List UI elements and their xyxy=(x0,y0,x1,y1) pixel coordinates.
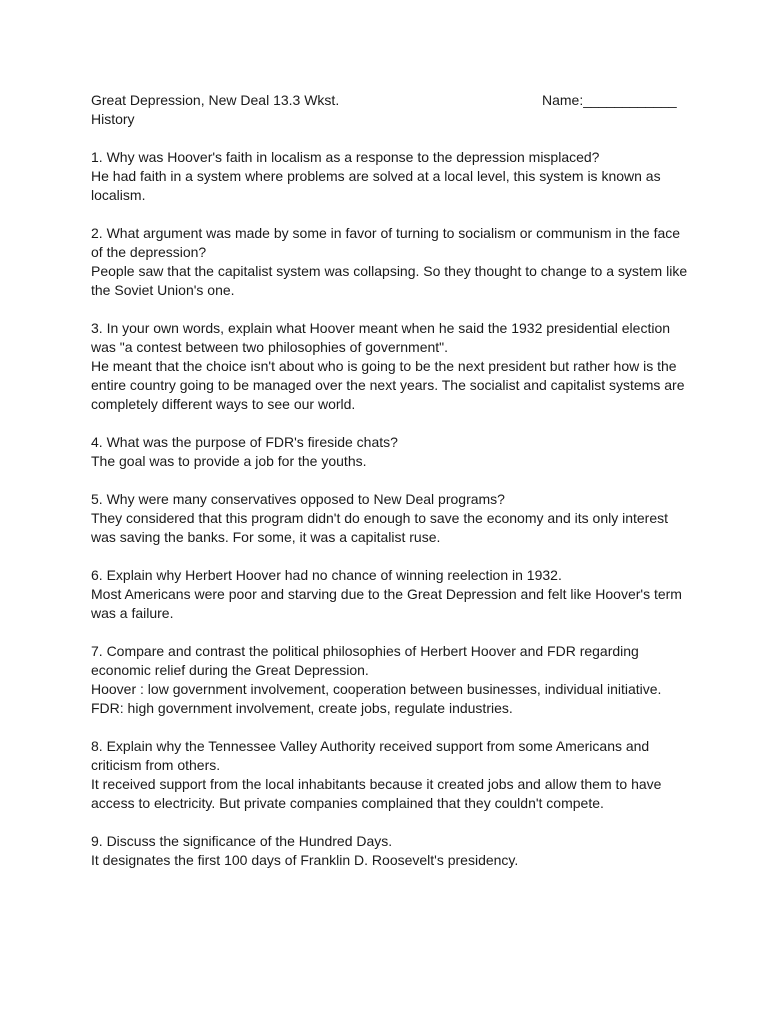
question-text: 4. What was the purpose of FDR's fireside chats? xyxy=(91,434,398,450)
worksheet-title: Great Depression, New Deal 13.3 Wkst. xyxy=(91,92,340,108)
question-block-9 xyxy=(91,832,691,870)
worksheet-header xyxy=(91,91,691,110)
question-block-1 xyxy=(91,148,691,205)
question-block-3 xyxy=(91,319,691,414)
question-block-6 xyxy=(91,566,691,623)
name-field: Name:____________ xyxy=(542,92,677,108)
answer-text: The goal was to provide a job for the youths. xyxy=(91,453,367,469)
answer-text: They considered that this program didn't do enough to save the economy and its only interest was saving the banks. For some, it was a capitalist ruse. xyxy=(91,510,669,545)
answer-text: He meant that the choice isn't about who is going to be the next president but rather how is the entire country going to be managed over the next years. The socialist and capitalist systems are completely different ways to see our world. xyxy=(91,358,685,412)
answer-text: It received support from the local inhabitants because it created jobs and allow them to have access to electricity. But private companies complained that they couldn't compete. xyxy=(91,776,662,811)
worksheet-content xyxy=(91,91,691,889)
question-text: 1. Why was Hoover's faith in localism as a response to the depression misplaced? xyxy=(91,149,600,165)
answer-text: It designates the first 100 days of Franklin D. Roosevelt's presidency. xyxy=(91,852,519,868)
question-block-2 xyxy=(91,224,691,300)
question-text: 5. Why were many conservatives opposed to New Deal programs? xyxy=(91,491,505,507)
question-block-8 xyxy=(91,737,691,813)
question-text: 7. Compare and contrast the political philosophies of Herbert Hoover and FDR regarding economic relief during the Great Depression. xyxy=(91,643,639,678)
answer-text: Most Americans were poor and starving due to the Great Depression and felt like Hoover's term was a failure. xyxy=(91,586,682,621)
question-text: 2. What argument was made by some in favor of turning to socialism or communism in the face of the depression? xyxy=(91,225,681,260)
question-text: 6. Explain why Herbert Hoover had no chance of winning reelection in 1932. xyxy=(91,567,562,583)
answer-text: Hoover : low government involvement, cooperation between businesses, individual initiative. FDR: high government involvement, create jobs, regulate industries. xyxy=(91,681,662,716)
answer-text: People saw that the capitalist system was collapsing. So they thought to change to a system like the Soviet Union's one. xyxy=(91,263,688,298)
question-block-4 xyxy=(91,433,691,471)
answer-text: He had faith in a system where problems are solved at a local level, this system is known as localism. xyxy=(91,168,661,203)
question-block-7 xyxy=(91,642,691,718)
question-text: 9. Discuss the significance of the Hundred Days. xyxy=(91,833,393,849)
subject-label: History xyxy=(91,111,135,127)
question-text: 3. In your own words, explain what Hoover meant when he said the 1932 presidential election was "a contest between two philosophies of government". xyxy=(91,320,671,355)
question-text: 8. Explain why the Tennessee Valley Authority received support from some Americans and criticism from others. xyxy=(91,738,650,773)
question-block-5 xyxy=(91,490,691,547)
